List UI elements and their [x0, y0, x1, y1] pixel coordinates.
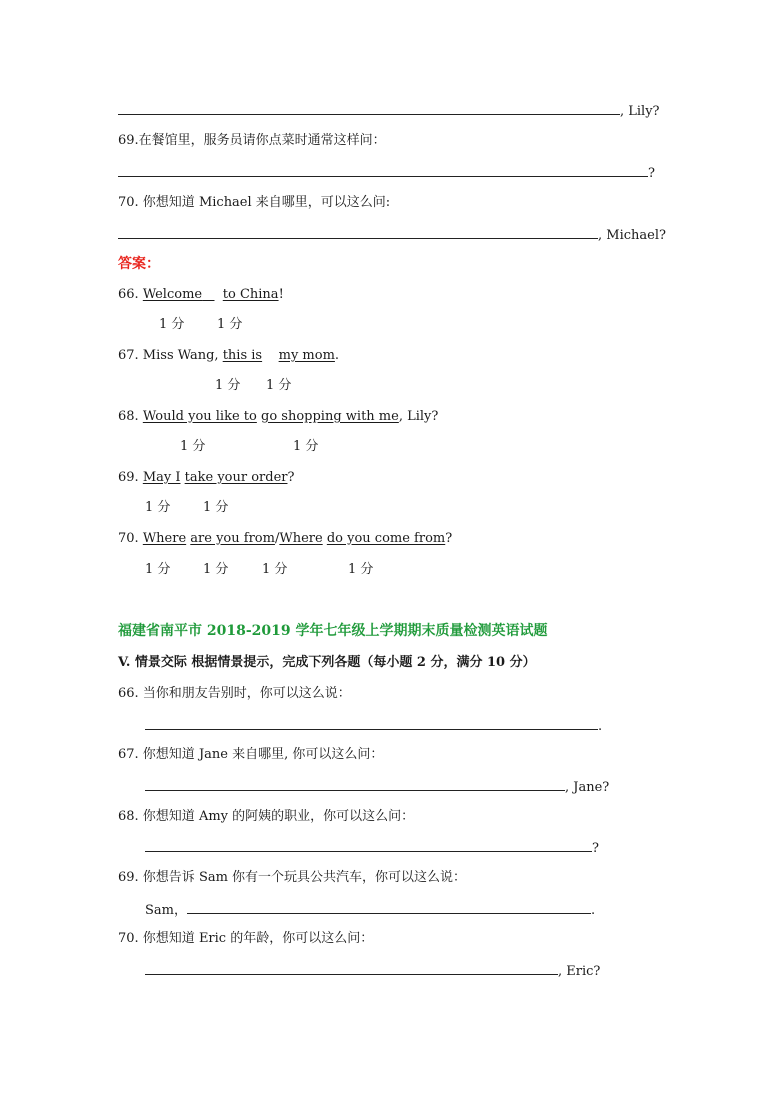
score-69-1: 1 分: [145, 500, 171, 515]
answer-70-part1: Where: [142, 531, 187, 546]
s2-q66-suffix: .: [598, 719, 603, 734]
s2-q67-suffix: , Jane?: [565, 780, 610, 795]
answer-66-num: 66.: [118, 287, 143, 302]
answer-68: [118, 408, 438, 426]
s2-q66-prompt: 66. 当你和朋友告别时，你可以这么说：: [118, 686, 351, 701]
answer-70: [118, 530, 452, 548]
s2-q67-blank[interactable]: [145, 777, 565, 791]
q70-suffix: , Michael?: [598, 228, 666, 243]
answer-67-part2: my mom: [278, 348, 335, 363]
q70-blank[interactable]: [118, 225, 598, 239]
answer-67-part1: this is: [222, 348, 263, 363]
answer-69-part2: take your order: [184, 470, 288, 485]
answer-68-num: 68.: [118, 409, 143, 424]
answer-68-part1: Would you like to: [142, 409, 257, 424]
answer-69-part1: May I: [142, 470, 181, 485]
s2-q70-prompt: 70. 你想知道 Eric 的年龄，你可以这么问：: [118, 931, 374, 946]
q69-answer-line: [118, 163, 655, 183]
score-66-2: 1 分: [217, 317, 243, 332]
s2-q70-answer-line: [145, 961, 600, 981]
score-70-1: 1 分: [145, 562, 171, 577]
score-66-1: 1 分: [159, 317, 185, 332]
answer-67: [118, 347, 339, 365]
s2-q68-blank[interactable]: [145, 838, 592, 852]
q70-answer-line: [118, 225, 666, 245]
s2-q69-prompt: 69. 你想告诉 Sam 你有一个玩具公共汽车，你可以这么说：: [118, 870, 467, 885]
s2-q68-answer-line: [145, 838, 599, 858]
score-67-2: 1 分: [266, 378, 292, 393]
s2-q66-blank[interactable]: [145, 716, 598, 730]
s2-q69-blank[interactable]: [187, 900, 591, 914]
score-70-3: 1 分: [262, 562, 288, 577]
s2-q70-blank[interactable]: [145, 961, 558, 975]
q68-blank[interactable]: [118, 101, 620, 115]
s2-q68-suffix: ?: [592, 841, 599, 856]
s2-q68-prompt: 68. 你想知道 Amy 的阿姨的职业，你可以这么问：: [118, 809, 415, 824]
answer-68-tail: , Lily?: [398, 409, 439, 424]
score-68-1: 1 分: [180, 439, 206, 454]
answer-70-part4: do you come from: [326, 531, 446, 546]
score-70-2: 1 分: [203, 562, 229, 577]
answer-70-num: 70.: [118, 531, 143, 546]
q68-answer-line: [118, 101, 660, 121]
q68-suffix: , Lily?: [620, 104, 660, 119]
answer-70-part2: are you from: [190, 531, 275, 546]
score-70-4: 1 分: [348, 562, 374, 577]
answer-70-part3: Where: [279, 531, 323, 546]
answer-66-tail: !: [278, 287, 284, 302]
s2-q67-prompt: 67. 你想知道 Jane 来自哪里, 你可以这么问：: [118, 747, 384, 762]
score-68-2: 1 分: [293, 439, 319, 454]
q69-suffix: ?: [648, 166, 655, 181]
answer-69-tail: ?: [287, 470, 295, 485]
answer-68-part2: go shopping with me: [261, 409, 399, 424]
answer-67-prefix: 67. Miss Wang,: [118, 348, 223, 363]
answer-69-num: 69.: [118, 470, 143, 485]
section-instruction: V. 情景交际 根据情景提示，完成下列各题（每小题 2 分，满分 10 分）: [118, 655, 536, 670]
s2-q69-suffix: .: [590, 903, 596, 918]
q69-blank[interactable]: [118, 163, 648, 177]
answer-70-separator: /: [274, 531, 280, 546]
q70-prompt: 70. 你想知道 Michael 来自哪里，可以这么问:: [118, 195, 391, 210]
s2-q69-answer-line: [145, 900, 595, 920]
q69-prompt: 69.在餐馆里，服务员请你点菜时通常这样问：: [118, 133, 386, 148]
answer-69: [118, 469, 294, 487]
answer-70-tail: ?: [445, 531, 453, 546]
answer-66-part2: to China: [222, 287, 279, 302]
answer-66-part1: Welcome: [142, 287, 203, 302]
answer-66: [118, 286, 284, 304]
s2-q70-suffix: , Eric?: [558, 964, 601, 979]
s2-q69-prefix: Sam，: [145, 903, 187, 918]
score-67-1: 1 分: [215, 378, 241, 393]
s2-q67-answer-line: [145, 777, 609, 797]
score-69-2: 1 分: [203, 500, 229, 515]
answers-heading: 答案：: [118, 256, 160, 272]
section-title: 福建省南平市 2018-2019 学年七年级上学期期末质量检测英语试题: [118, 623, 548, 639]
answer-67-tail: .: [334, 348, 340, 363]
s2-q66-answer-line: [145, 716, 602, 736]
